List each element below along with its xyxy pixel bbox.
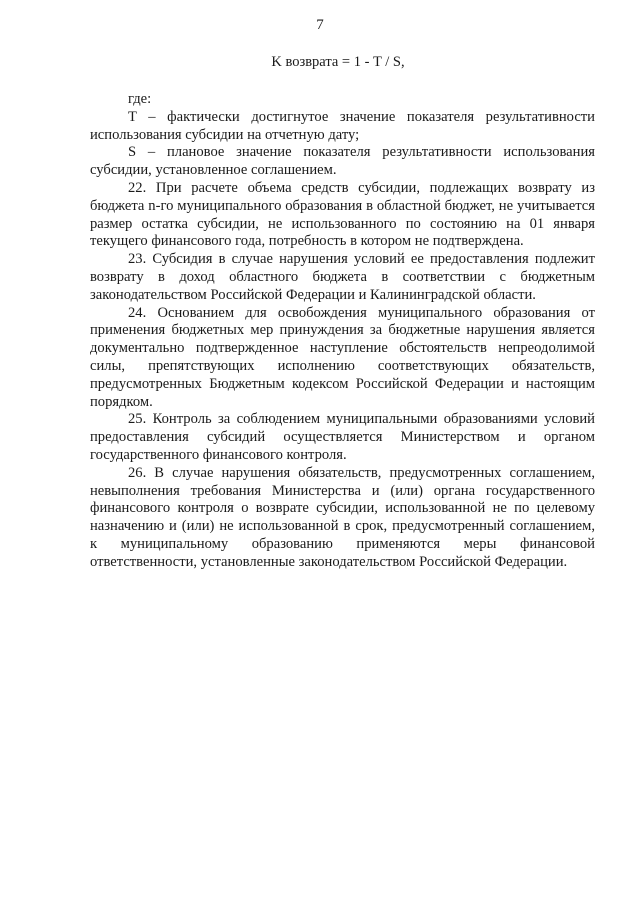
document-body (90, 91, 595, 572)
paragraph-where: где: (128, 91, 152, 107)
return-coefficient-formula: K возврата = 1 - T / S, (271, 54, 405, 70)
paragraph-clause-25: 25. Контроль за соблюдением муниципальными образованиями условий предоставления субсидий осуществляется Министерством и органом государственного финансового контроля. (90, 411, 595, 463)
paragraph-definition-t: T – фактически достигнутое значение показателя результативности использования субсидии на отчетную дату; (90, 108, 595, 143)
paragraph-clause-24: 24. Основанием для освобождения муниципального образования от применения бюджетных мер принуждения за бюджетные нарушения является документально подтвержденное наступление обстоятельств непреодолимой силы, препятствующих исполнению соответствующих обязательств, предусмотренных Бюджетным кодексом Российской Федерации и настоящим порядком. (90, 304, 595, 410)
paragraph-clause-22: 22. При расчете объема средств субсидии, подлежащих возврату из бюджета n-го муниципального образования в областной бюджет, не учитывается размер остатка субсидии, не использованного по состоянию на 01 января текущего финансового года, потребность в котором не подтверждена. (90, 179, 595, 250)
page-number: 7 (316, 17, 324, 33)
paragraph-clause-26: 26. В случае нарушения обязательств, предусмотренных соглашением, невыполнения требования Министерства и (или) органа государственного финансового контроля о возврате субсидии, использованной не по целевому назначению и (или) не использованной в срок, предусмотренный соглашением, к муниципальному образованию применяются меры финансовой ответственности, установленные законодательством Российской Федерации. (90, 464, 595, 570)
paragraph-definition-s: S – плановое значение показателя результативности использования субсидии, установленное соглашением. (90, 144, 595, 179)
paragraph-clause-23: 23. Субсидия в случае нарушения условий ее предоставления подлежит возврату в доход областного бюджета в соответствии с бюджетным законодательством Российской Федерации и Калининградской области. (90, 251, 595, 303)
